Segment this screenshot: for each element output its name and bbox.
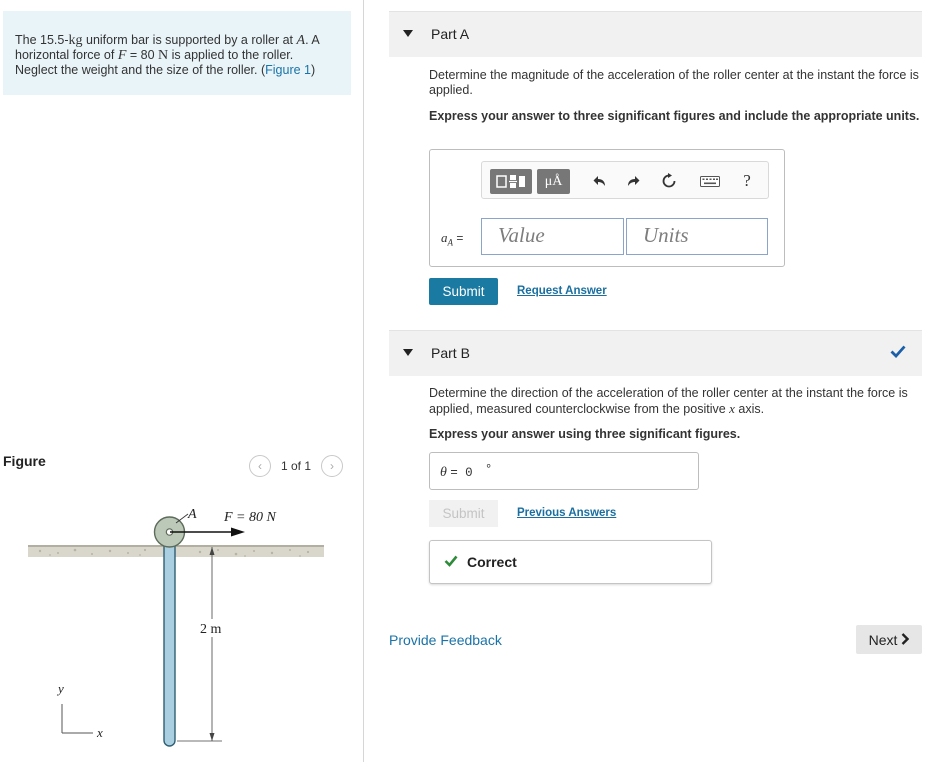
part-a-instruction: Express your answer to three significant figures and include the appropriate units. [429, 109, 920, 123]
axis-x-label: x [97, 725, 103, 740]
equals-sign: = [450, 465, 458, 479]
keyboard-icon[interactable] [699, 171, 721, 191]
math-toolbar [481, 161, 769, 199]
help-icon[interactable]: ? [743, 171, 751, 190]
templates-icon[interactable] [490, 169, 532, 194]
request-answer-link[interactable]: Request Answer [517, 285, 607, 297]
units-mu-a-icon[interactable]: μÅ [537, 169, 570, 194]
part-b-question-end: axis. [734, 402, 765, 416]
force-label: F = 80 N [224, 510, 276, 525]
chevron-right-icon [901, 632, 909, 648]
check-icon [444, 554, 458, 570]
problem-statement [3, 11, 351, 95]
theta-answer-field[interactable] [429, 452, 699, 490]
part-b-header[interactable] [389, 330, 922, 376]
ground-surface [28, 545, 324, 557]
reset-icon[interactable] [659, 171, 679, 191]
chevron-left-icon: ‹ [258, 459, 262, 473]
variable-label [441, 230, 463, 247]
units-input[interactable]: Units [626, 218, 768, 255]
part-a-header[interactable] [389, 11, 922, 57]
value-input[interactable]: Value [481, 218, 624, 255]
column-divider [363, 0, 364, 762]
next-label: Next [868, 631, 898, 648]
point-a-leader [176, 514, 188, 523]
problem-text-2: uniform bar is supported by a roller at [82, 33, 297, 47]
uniform-bar [164, 532, 175, 746]
figure-page-count: 1 of 1 [281, 459, 312, 473]
part-a-submit-button[interactable]: Submit [429, 278, 498, 305]
next-figure-button[interactable] [321, 455, 343, 477]
part-a-question: Determine the magnitude of the acceleration of the roller center at the instant the force is applied. [429, 68, 919, 97]
theta-value: 0 [465, 466, 473, 480]
equals-sign: = [456, 231, 464, 245]
prev-figure-button[interactable] [249, 455, 271, 477]
chevron-right-icon: › [330, 459, 335, 473]
completed-check-icon [890, 345, 906, 361]
variable-symbol: a [441, 230, 448, 245]
problem-text-5: is applied to the roller. Neglect the weight and the size of the roller. ( [15, 48, 294, 77]
undo-icon[interactable] [590, 171, 610, 191]
figure-link[interactable]: Figure 1 [265, 63, 311, 77]
degree-unit: ° [486, 462, 492, 476]
part-b-submit-button: Submit [429, 500, 498, 527]
axis-y-label: y [58, 681, 64, 696]
problem-text-6: ) [311, 63, 316, 77]
variable-subscript: A [447, 237, 453, 248]
force-symbol: F [117, 48, 127, 63]
point-symbol: A [296, 33, 306, 48]
point-a-label: A [188, 507, 197, 522]
correct-label: Correct [467, 554, 517, 570]
collapse-triangle-icon [403, 30, 413, 37]
correct-feedback [429, 540, 712, 584]
figure-heading: Figure [3, 453, 46, 469]
redo-icon[interactable] [623, 171, 643, 191]
force-unit: N [158, 48, 169, 63]
previous-answers-link[interactable]: Previous Answers [517, 507, 617, 519]
problem-text-4: = 80 [126, 48, 159, 62]
length-label: 2 m [200, 622, 222, 637]
dimension-arrow-bottom [210, 733, 215, 741]
part-b-question [429, 386, 921, 417]
force-arrowhead [231, 528, 245, 537]
part-b-title: Part B [431, 345, 470, 361]
part-b-question-text: Determine the direction of the acceleration of the roller center at the instant the force is applied, measured counterclockwise from the positive [429, 386, 908, 416]
next-button[interactable] [856, 625, 922, 654]
figure-pager [249, 455, 343, 477]
provide-feedback-link[interactable]: Provide Feedback [389, 632, 502, 648]
problem-text-3: . A horizontal force of [15, 33, 319, 62]
part-a-title: Part A [431, 26, 470, 42]
collapse-triangle-icon [403, 349, 413, 356]
part-a-answer-box [429, 149, 785, 267]
figure-diagram [0, 490, 360, 752]
problem-text-1: The 15.5- [15, 33, 69, 47]
axis-variable: x [729, 401, 735, 416]
part-b-instruction: Express your answer using three significant figures. [429, 427, 741, 441]
mass-unit: kg [68, 33, 83, 48]
theta-symbol: θ [440, 465, 447, 480]
